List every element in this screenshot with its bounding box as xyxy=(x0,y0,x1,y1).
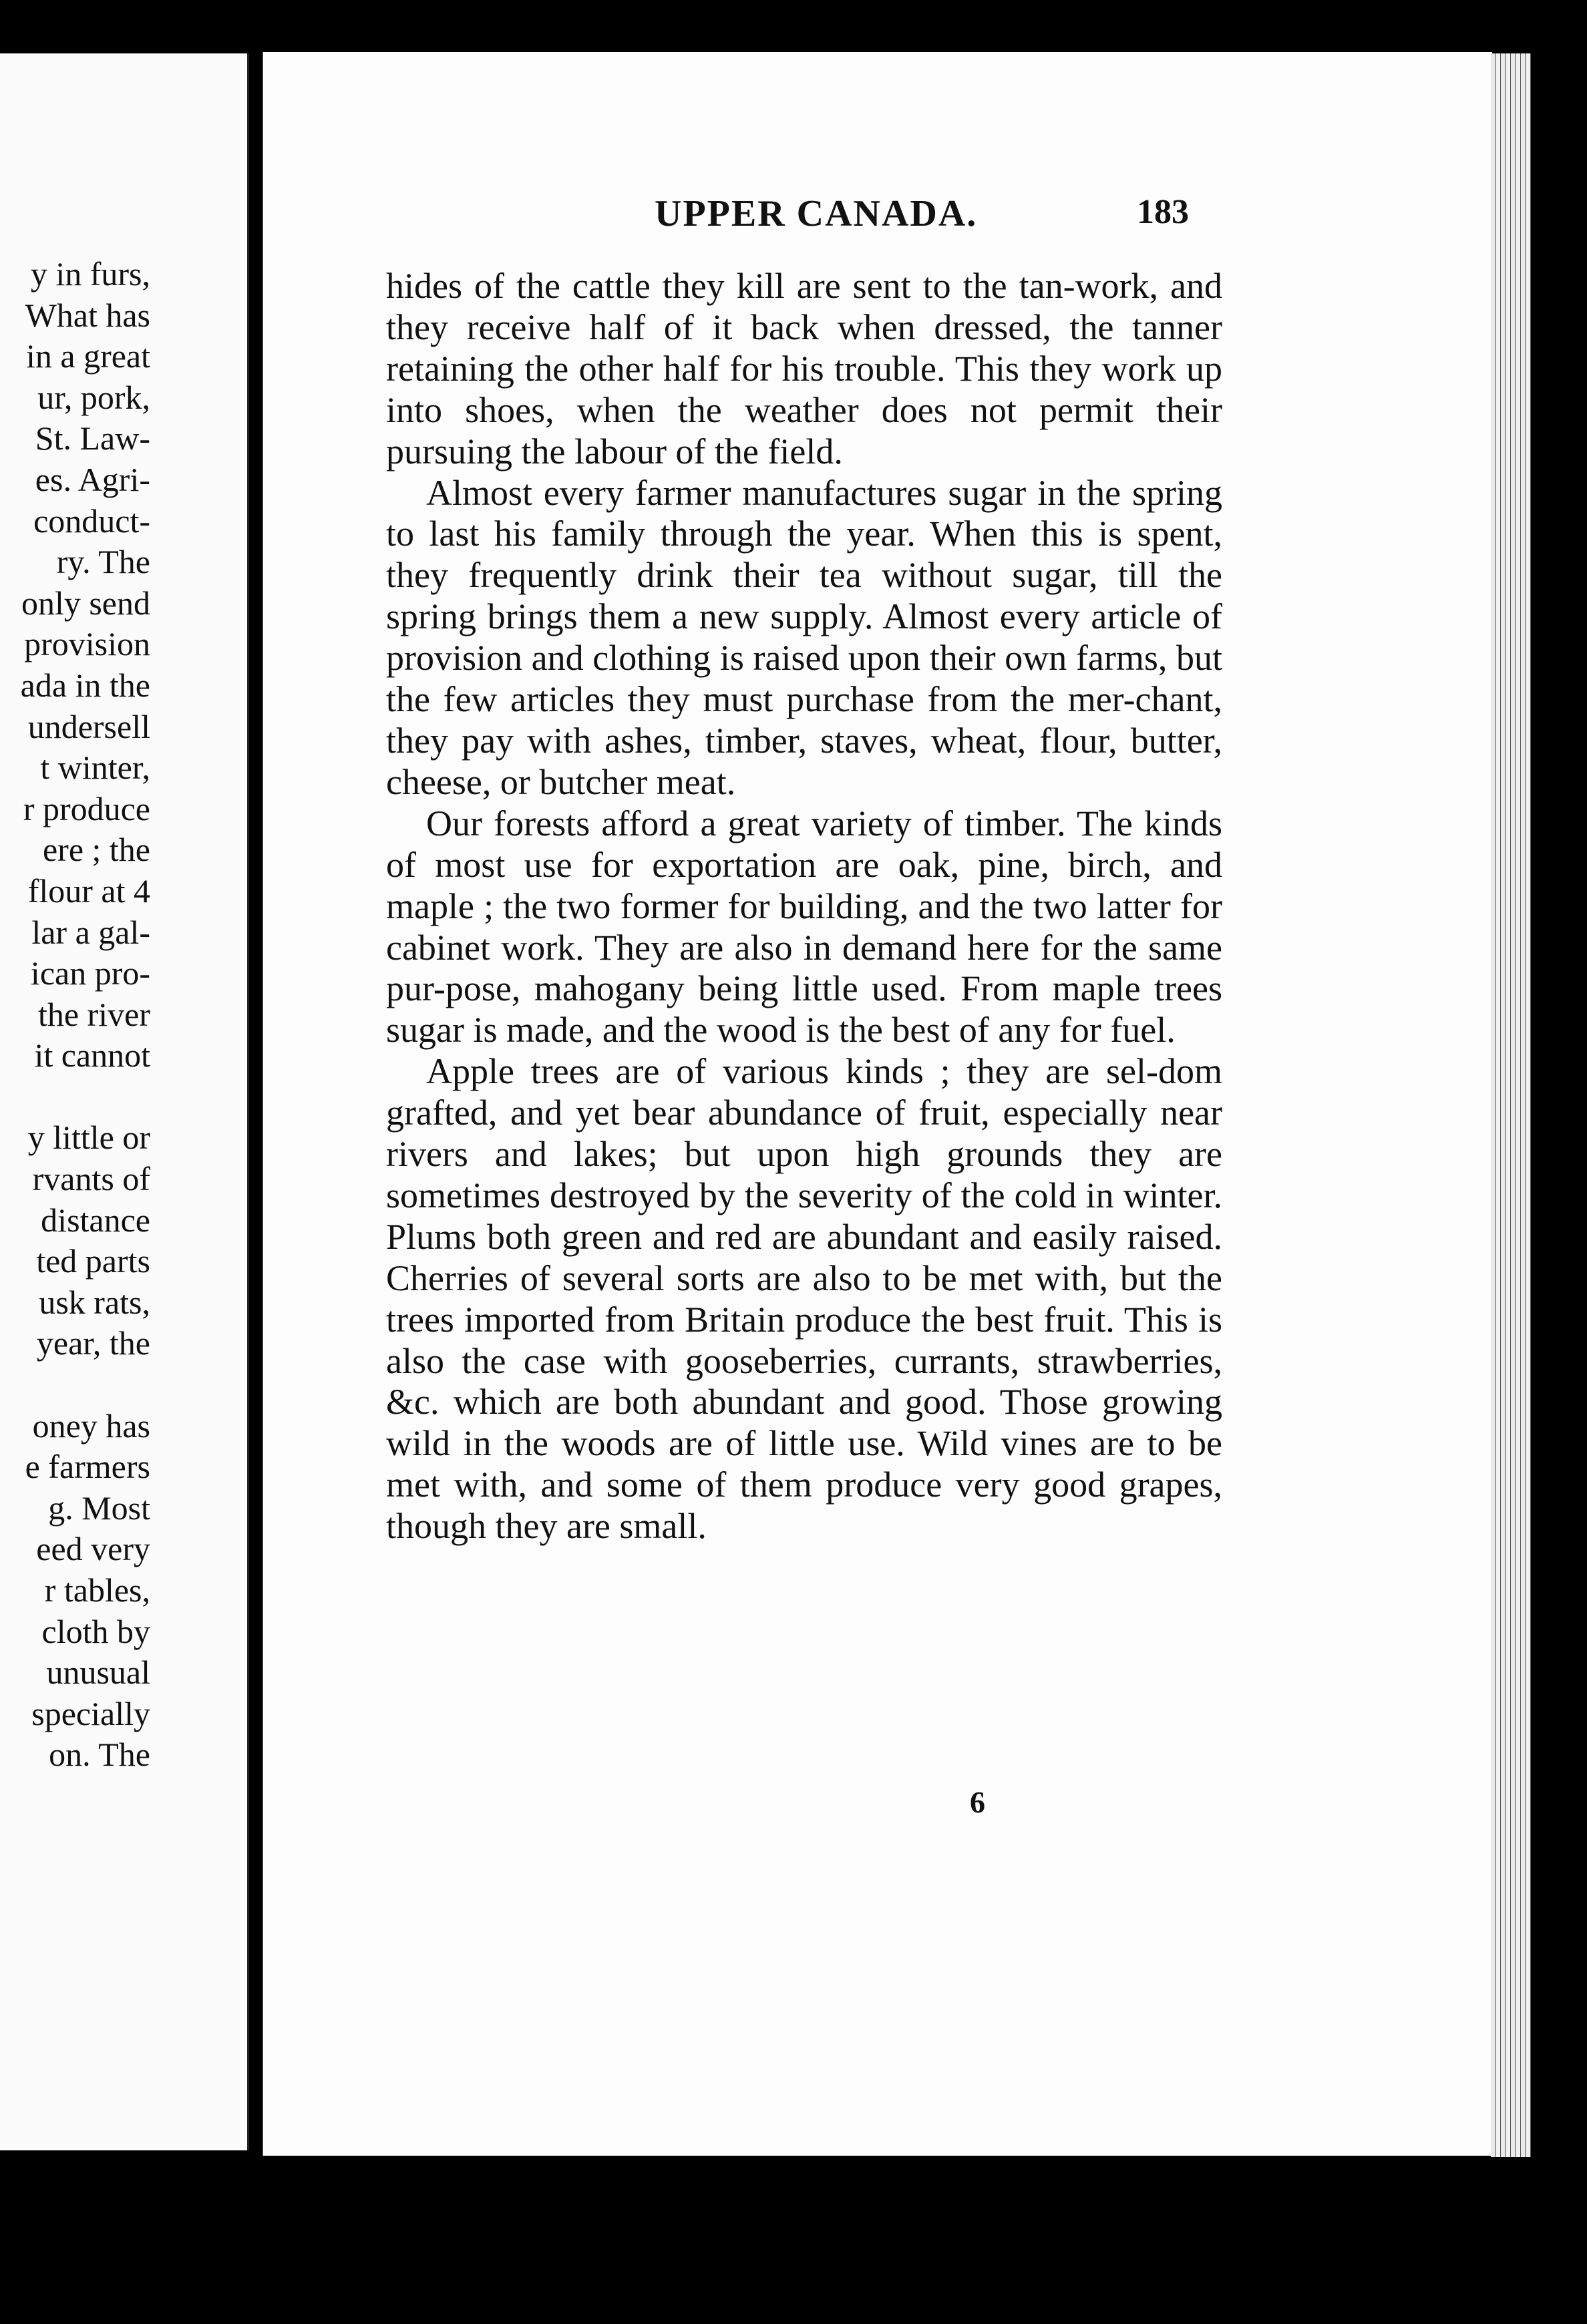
paragraph-4: Apple trees are of various kinds ; they are sel-dom grafted, and yet bear abundance of fruit, especially near rivers and lakes; but upon high grounds they are sometimes destroyed by the severity of the cold in winter. Plums both green and red are abundant and easily raised. Cherries of several sorts are also to be met with, but the trees imported from Britain produce the best fruit. This is also the case with gooseberries, currants, strawberries, &c. which are both abundant and good. Those growing wild in the woods are of little use. Wild vines are to be met with, and some of them produce very good grapes, though they are small. xyxy=(386,1051,1222,1547)
paragraph-1: hides of the cattle they kill are sent to the tan-work, and they receive half of it back when dressed, the tanner retaining the other half for his trouble. This they work up into shoes, when the weather does not permit their pursuing the labour of the field. xyxy=(386,266,1222,471)
facing-page-line: y in furs, xyxy=(30,255,150,293)
facing-page-line: usk rats, xyxy=(39,1283,150,1321)
facing-page-line: eed very xyxy=(36,1530,150,1568)
facing-page-line: the river xyxy=(38,995,150,1033)
facing-page-line: ican pro- xyxy=(30,954,150,992)
facing-page-line: e farmers xyxy=(25,1448,150,1486)
facing-page-line: on. The xyxy=(49,1736,150,1774)
facing-page-line: provision xyxy=(24,625,150,663)
facing-page-line: ted parts xyxy=(36,1242,150,1280)
running-title: UPPER CANADA. xyxy=(655,193,978,234)
facing-page-line: r produce xyxy=(23,789,150,827)
facing-page-fragment xyxy=(0,53,249,2150)
facing-page-line: only send xyxy=(21,584,150,622)
paragraph-2: Almost every farmer manufactures sugar in the spring to last his family through the year. When this is spent, they frequently drink their tea without sugar, till the spring brings them a new supply. Almost every article of provision and clothing is raised upon their own farms, but the few articles they must purchase from the mer-chant, they pay with ashes, timber, staves, wheat, flour, butter, cheese, or butcher meat. xyxy=(386,472,1222,802)
facing-page-line: cloth by xyxy=(41,1612,150,1650)
facing-page-line xyxy=(0,1077,150,1118)
facing-page-line: in a great xyxy=(25,337,150,375)
page-number: 183 xyxy=(1137,193,1189,231)
facing-page-line: ada in the xyxy=(20,666,150,704)
facing-page-line: rvants of xyxy=(32,1160,150,1198)
facing-page-line: ry. The xyxy=(56,543,150,581)
facing-page-line: conduct- xyxy=(33,502,150,540)
facing-page-line: r tables, xyxy=(44,1571,150,1609)
facing-page-line: flour at 4 xyxy=(27,872,150,910)
facing-page-line: year, the xyxy=(36,1324,150,1362)
facing-page-line: lar a gal- xyxy=(31,913,150,951)
facing-page-line: undersell xyxy=(27,707,150,745)
facing-page-line: What has xyxy=(25,296,150,334)
paragraph-3: Our forests afford a great variety of timber. The kinds of most use for exportation are oak, pine, birch, and maple ; the two former for building, and the two latter for cabinet work. They are also in demand here for the same pur-pose, mahogany being little used. From maple trees sugar is made, and the wood is the best of any for fuel. xyxy=(386,803,1222,1050)
facing-page-line: ere ; the xyxy=(42,831,150,869)
facing-page-line: g. Most xyxy=(48,1489,150,1527)
facing-page-line: distance xyxy=(41,1201,150,1239)
body-text xyxy=(386,266,1222,1547)
facing-page-text xyxy=(0,254,150,1776)
facing-page-line: ur, pork, xyxy=(37,378,150,416)
signature-mark: 6 xyxy=(970,1785,985,1819)
facing-page-line: St. Law- xyxy=(35,419,150,457)
facing-page-line: es. Agri- xyxy=(35,460,150,498)
facing-page-line: t winter, xyxy=(40,749,150,787)
running-head xyxy=(401,192,1229,239)
facing-page-line: unusual xyxy=(46,1654,150,1692)
facing-page-line xyxy=(0,1364,150,1406)
facing-page-line: y little or xyxy=(27,1119,150,1157)
facing-page-line: it cannot xyxy=(34,1036,150,1075)
facing-page-line: oney has xyxy=(32,1406,150,1444)
page-edge xyxy=(1491,53,1531,2157)
facing-page-line: specially xyxy=(31,1694,150,1732)
